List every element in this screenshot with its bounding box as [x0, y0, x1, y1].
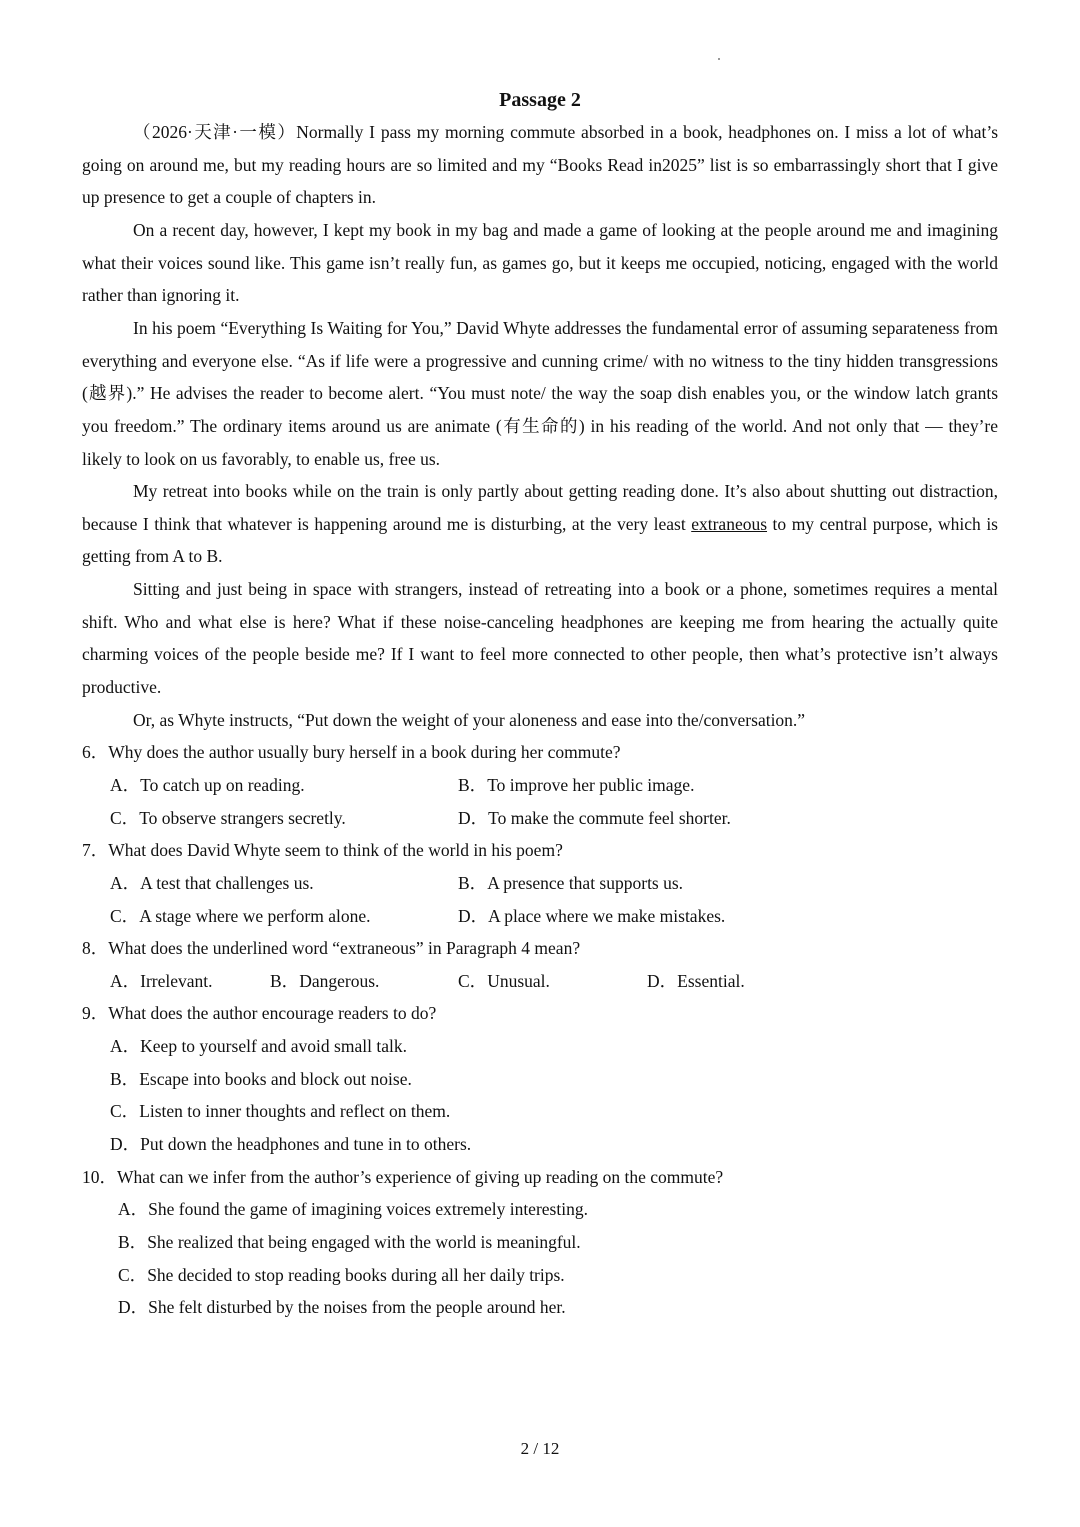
paragraph-2: On a recent day, however, I kept my book in my bag and made a game of looking at the people around me and imagining what their voices sound like. This game isn’t really fun, as games go, but it keeps me occupied, noticing, engaged with the world rather than ignoring it. — [82, 220, 998, 306]
question-stem: 9．What does the author encourage readers to do? — [82, 1003, 437, 1023]
option-b: B．A presence that supports us. — [458, 873, 684, 893]
option-d: D．Put down the headphones and tune in to others. — [110, 1134, 472, 1154]
paragraph-6: Or, as Whyte instructs, “Put down the weight of your aloneness and ease into the/conversation.” — [133, 710, 806, 730]
option-b: B．Escape into books and block out noise. — [110, 1069, 412, 1089]
question-stem: 10．What can we infer from the author’s experience of giving up reading on the commute? — [82, 1167, 724, 1187]
option-d: D．A place where we make mistakes. — [458, 906, 726, 926]
question-stem: 6．Why does the author usually bury herself in a book during her commute? — [82, 742, 621, 762]
option-c: C．A stage where we perform alone. — [110, 906, 371, 926]
option-d: D．She felt disturbed by the noises from the people around her. — [118, 1297, 566, 1317]
option-b: B．She realized that being engaged with the world is meaningful. — [118, 1232, 581, 1252]
option-b: B．To improve her public image. — [458, 775, 695, 795]
option-d: D．To make the commute feel shorter. — [458, 808, 731, 828]
paragraph-4: My retreat into books while on the train is only partly about getting reading done. It’s also about shutting out distraction, because I think that whatever is happening around me is disturbing, at the very least extraneous to my central purpose, which is getting from A to B. — [82, 481, 998, 567]
option-a: A．A test that challenges us. — [110, 873, 314, 893]
option-b: B．Dangerous. — [270, 971, 380, 991]
option-c: C．She decided to stop reading books during all her daily trips. — [118, 1265, 565, 1285]
option-a: A．She found the game of imagining voices extremely interesting. — [118, 1199, 588, 1219]
option-a: A．Keep to yourself and avoid small talk. — [110, 1036, 407, 1056]
question-stem: 7．What does David Whyte seem to think of the world in his poem? — [82, 840, 563, 860]
paragraph-5: Sitting and just being in space with strangers, instead of retreating into a book or a phone, sometimes requires a mental shift. Who and what else is here? What if these noise-canceling headphones are keeping me from hearing the actually quite charming voices of the people beside me? If I want to feel more connected to other people, then what’s protective isn’t always productive. — [82, 579, 998, 698]
question-stem: 8．What does the underlined word “extraneous” in Paragraph 4 mean? — [82, 938, 581, 958]
option-c: C．To observe strangers secretly. — [110, 808, 346, 828]
option-c: C．Unusual. — [458, 971, 550, 991]
source-tag: （2026·天津·一模） — [133, 122, 297, 142]
underlined-word: extraneous — [691, 513, 768, 534]
scan-speck — [718, 58, 720, 60]
option-a: A．Irrelevant. — [110, 971, 213, 991]
option-c: C．Listen to inner thoughts and reflect on them. — [110, 1101, 451, 1121]
passage-title: Passage 2 — [499, 89, 581, 111]
paragraph-1: （2026·天津·一模）Normally I pass my morning commute absorbed in a book, headphones on. I miss a lot of what’s going on around me, but my reading hours are so limited and my “Books Read in2025” list is so embarrassingly short that I give up presence to get a couple of chapters in. — [82, 122, 999, 208]
option-a: A．To catch up on reading. — [110, 775, 305, 795]
option-d: D．Essential. — [647, 971, 745, 991]
paragraph-3: In his poem “Everything Is Waiting for You,” David Whyte addresses the fundamental error of assuming separateness from everything and everyone else. “As if life were a progressive and cunning crime/ with no witness to the tiny hidden transgressions (越界).” He advises the reader to become alert. “You must note/ the way the soap dish enables you, or the window latch grants you freedom.” The ordinary items around us are animate (有生命的) in his reading of the world. And not only that — they’re likely to look on us favorably, to enable us, free us. — [82, 318, 998, 469]
page-number: 2 / 12 — [520, 1439, 560, 1458]
